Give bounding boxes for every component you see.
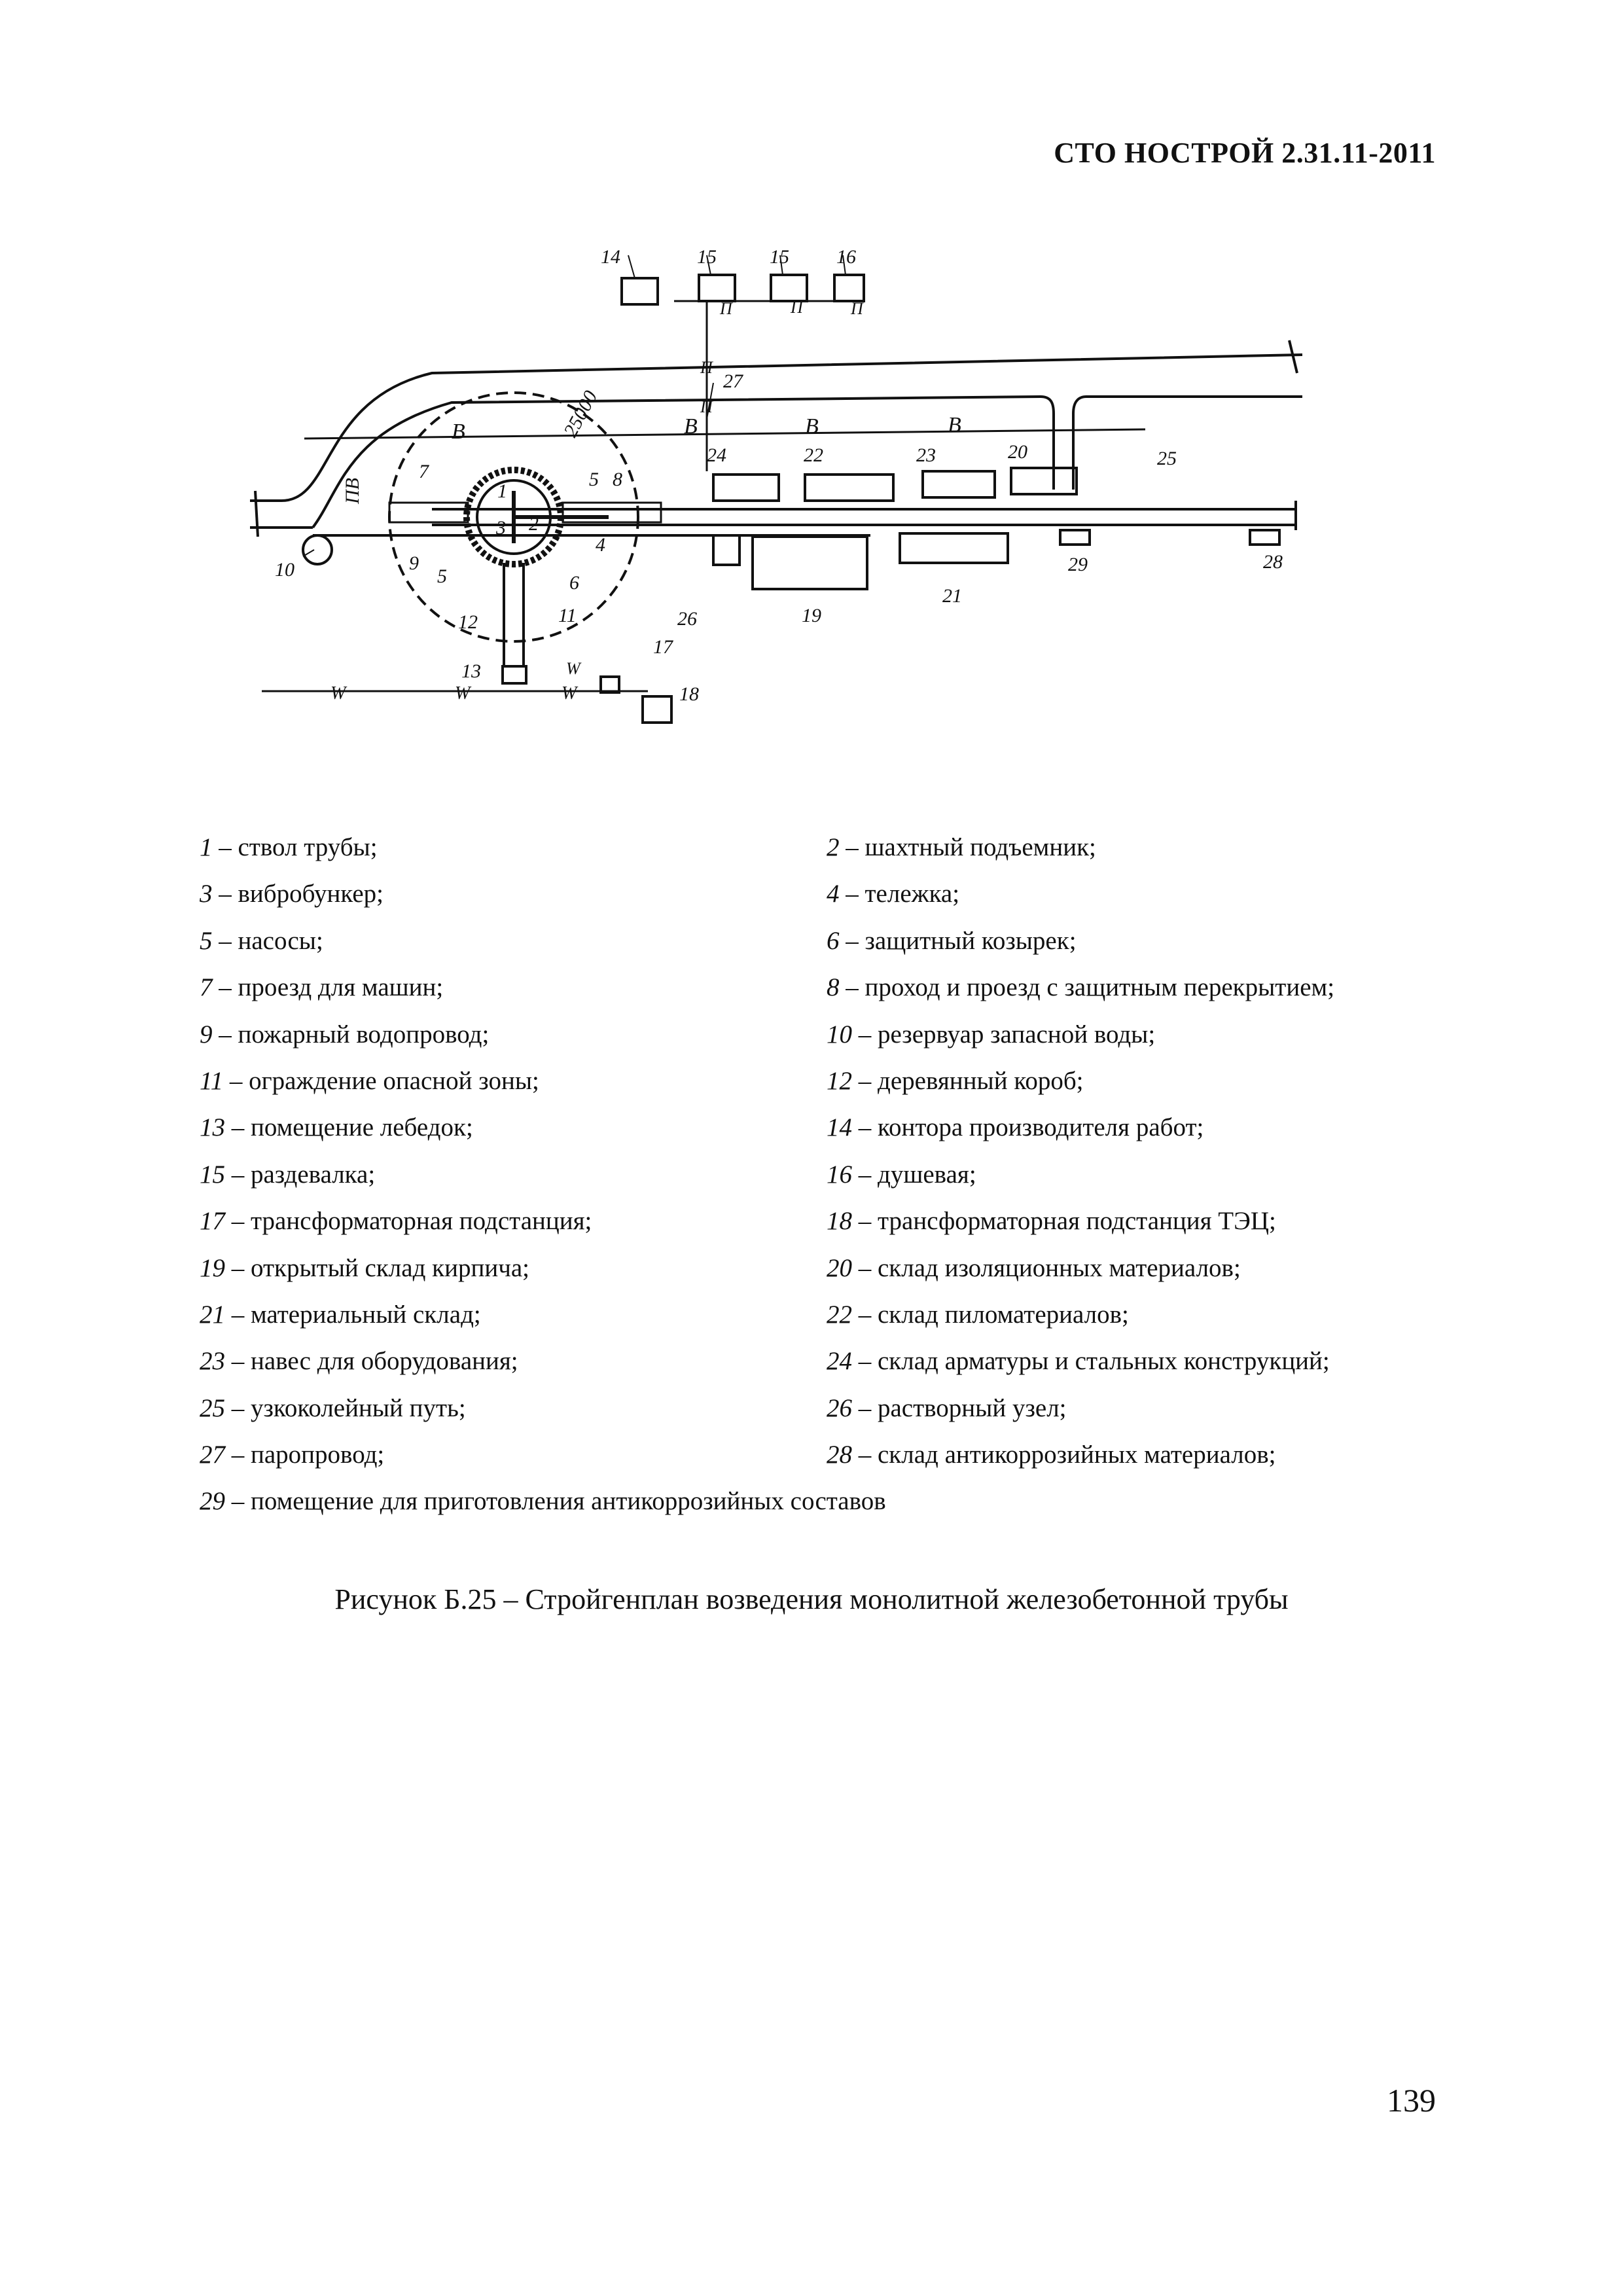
legend-item-text: – склад арматуры и стальных конструкций; — [852, 1347, 1330, 1376]
legend-item — [827, 1113, 1204, 1142]
legend-item-text: – душевая; — [852, 1160, 976, 1189]
site-plan-figure — [242, 242, 1315, 746]
legend-item-number: 24 — [827, 1347, 852, 1376]
callout-13: 13 — [461, 660, 481, 682]
water-label-2: W — [455, 683, 471, 704]
legend-item — [200, 1113, 473, 1142]
legend-item-number: 26 — [827, 1393, 852, 1422]
storage-22 — [805, 475, 893, 501]
legend-row — [200, 973, 1443, 1019]
steam-label-5: П — [851, 299, 863, 318]
legend-item-number: 8 — [827, 973, 840, 1002]
legend-item — [827, 879, 959, 908]
legend-item-text: – резервуар запасной воды; — [852, 1020, 1156, 1049]
figure-legend — [200, 833, 1443, 1534]
water-label-4: W — [566, 659, 580, 678]
legend-row — [200, 833, 1443, 879]
room-29 — [1060, 530, 1090, 545]
legend-item — [827, 1253, 1241, 1283]
callout-28: 28 — [1263, 551, 1283, 573]
document-header: СТО НОСТРОЙ 2.31.11-2011 — [1054, 137, 1436, 169]
legend-item — [200, 1440, 384, 1469]
shower-16 — [834, 275, 864, 301]
locker-room-15a — [699, 275, 735, 301]
legend-item — [200, 1486, 886, 1516]
material-warehouse-21 — [900, 533, 1008, 563]
vehicle-passage — [389, 503, 468, 522]
callout-8: 8 — [613, 469, 622, 490]
transformer-17 — [601, 677, 619, 692]
legend-item-number: 25 — [200, 1393, 225, 1422]
legend-item-text: – ствол трубы; — [212, 833, 378, 861]
road-label-b3: В — [805, 414, 819, 439]
legend-item-text: – помещение для приготовления антикоррозийных составов — [225, 1487, 886, 1516]
water-label-1: W — [330, 683, 346, 704]
legend-item-text: – склад изоляционных материалов; — [852, 1253, 1241, 1282]
legend-item-text: – контора производителя работ; — [852, 1113, 1204, 1142]
legend-item-number: 11 — [200, 1066, 224, 1095]
legend-item — [827, 1393, 1067, 1423]
road-label-b1: В — [452, 420, 465, 444]
callout-18: 18 — [679, 683, 699, 705]
road-b-line — [304, 429, 1145, 439]
callout-2: 2 — [529, 513, 539, 535]
callout-14: 14 — [601, 246, 620, 268]
callout-15a: 15 — [697, 246, 717, 268]
callout-27: 27 — [723, 370, 743, 392]
callout-20: 20 — [1008, 441, 1027, 463]
callout-9: 9 — [409, 552, 419, 574]
legend-row — [200, 1066, 1443, 1113]
figure-caption: Рисунок Б.25 – Стройгенплан возведения монолитной железобетонной трубы — [334, 1583, 1289, 1615]
water-label-3: W — [562, 683, 577, 704]
legend-item-number: 28 — [827, 1441, 852, 1469]
legend-item-number: 18 — [827, 1207, 852, 1236]
legend-item-text: – деревянный короб; — [852, 1066, 1084, 1095]
legend-item-text: – склад антикоррозийных материалов; — [852, 1441, 1276, 1469]
legend-item — [827, 1020, 1155, 1049]
steam-label-3: П — [720, 299, 732, 318]
legend-item-number: 27 — [200, 1441, 225, 1469]
callout-10: 10 — [275, 559, 294, 581]
legend-item — [827, 1300, 1129, 1329]
callout-25: 25 — [1157, 448, 1177, 469]
legend-item-number: 3 — [200, 880, 213, 908]
legend-item-number: 13 — [200, 1113, 225, 1142]
callout-5a: 5 — [589, 469, 599, 490]
legend-item-number: 6 — [827, 926, 840, 955]
legend-item-text: – трансформаторная подстанция; — [225, 1207, 592, 1236]
legend-row — [200, 1440, 1443, 1486]
storage-24 — [713, 475, 779, 501]
callout-22: 22 — [804, 444, 823, 466]
legend-item — [200, 926, 323, 956]
mortar-unit-26 — [713, 535, 740, 565]
legend-item-number: 29 — [200, 1487, 225, 1516]
legend-item-number: 20 — [827, 1253, 852, 1282]
road-right-loop — [1073, 397, 1302, 490]
legend-item — [827, 926, 1077, 956]
legend-item — [827, 1206, 1276, 1236]
legend-row — [200, 1346, 1443, 1393]
storage-23 — [923, 471, 995, 497]
legend-item-number: 5 — [200, 926, 213, 955]
legend-row — [200, 1020, 1443, 1066]
legend-item-number: 12 — [827, 1066, 852, 1095]
legend-item-number: 7 — [200, 973, 213, 1002]
callout-7: 7 — [419, 461, 429, 482]
road-label-b4: В — [948, 413, 961, 437]
legend-item-text: – проход и проезд с защитным перекрытием; — [839, 973, 1335, 1002]
callout-6: 6 — [569, 572, 579, 594]
steam-label-4: П — [791, 298, 803, 317]
legend-row — [200, 1486, 1443, 1533]
legend-row — [200, 1113, 1443, 1159]
callout-17: 17 — [653, 636, 673, 658]
callout-24: 24 — [707, 444, 726, 466]
legend-item — [827, 973, 1334, 1002]
legend-item — [200, 1346, 518, 1376]
storage-20 — [1011, 468, 1077, 494]
callout-4: 4 — [596, 534, 605, 556]
legend-item-number: 16 — [827, 1160, 852, 1189]
callout-19: 19 — [802, 605, 821, 626]
legend-item — [200, 1020, 489, 1049]
legend-item — [827, 1346, 1330, 1376]
legend-row — [200, 1393, 1443, 1440]
covered-passage — [563, 503, 661, 522]
callout-15b: 15 — [770, 246, 789, 268]
dimension-label: 25000 — [560, 387, 602, 441]
legend-item — [200, 973, 443, 1002]
road-label-pv: ПВ — [342, 478, 363, 504]
winch-room — [503, 666, 526, 683]
legend-row — [200, 879, 1443, 925]
warehouse-28 — [1250, 530, 1279, 545]
legend-item-text: – растворный узел; — [852, 1393, 1067, 1422]
callout-11: 11 — [558, 605, 577, 626]
legend-item-text: – навес для оборудования; — [225, 1347, 518, 1376]
legend-item-text: – паропровод; — [225, 1441, 385, 1469]
legend-item-text: – проезд для машин; — [212, 973, 444, 1002]
page-number: 139 — [1387, 2082, 1436, 2119]
legend-item-text: – материальный склад; — [225, 1300, 481, 1329]
legend-item-text: – ограждение опасной зоны; — [223, 1066, 539, 1095]
legend-item-text: – шахтный подъемник; — [839, 833, 1096, 861]
callout-16: 16 — [836, 246, 856, 268]
legend-item — [200, 879, 383, 908]
road-outer — [250, 355, 1302, 501]
legend-item-text: – защитный козырек; — [839, 926, 1077, 955]
legend-item — [200, 1253, 529, 1283]
legend-item-number: 15 — [200, 1160, 225, 1189]
callout-23: 23 — [916, 444, 936, 466]
callout-21: 21 — [942, 585, 962, 607]
reserve-water-tank — [303, 535, 332, 564]
brick-yard-19 — [753, 537, 867, 589]
callout-29: 29 — [1068, 554, 1088, 575]
transformer-18 — [643, 696, 671, 723]
callout-1: 1 — [497, 480, 507, 502]
legend-item-text: – вибробункер; — [212, 880, 383, 908]
legend-item-text: – пожарный водопровод; — [212, 1020, 490, 1049]
legend-item — [827, 833, 1096, 862]
legend-item — [200, 833, 378, 862]
legend-item-text: – раздевалка; — [225, 1160, 376, 1189]
legend-item-number: 10 — [827, 1020, 852, 1049]
legend-item-number: 19 — [200, 1253, 225, 1282]
legend-row — [200, 1206, 1443, 1253]
legend-item — [200, 1160, 375, 1189]
callout-26: 26 — [677, 608, 697, 630]
legend-item — [200, 1300, 481, 1329]
legend-row — [200, 1160, 1443, 1206]
legend-item-text: – узкоколейный путь; — [225, 1393, 466, 1422]
road-label-b2: В — [684, 414, 698, 439]
legend-item — [827, 1440, 1275, 1469]
legend-item-number: 22 — [827, 1300, 852, 1329]
legend-item — [827, 1160, 976, 1189]
legend-row — [200, 1300, 1443, 1346]
legend-item-text: – тележка; — [839, 880, 960, 908]
legend-item-number: 4 — [827, 880, 840, 908]
callout-5b: 5 — [437, 565, 447, 587]
legend-item-text: – трансформаторная подстанция ТЭЦ; — [852, 1207, 1276, 1236]
callout-3: 3 — [496, 517, 506, 539]
legend-row — [200, 926, 1443, 973]
locker-room-15b — [771, 275, 807, 301]
legend-item-number: 17 — [200, 1207, 225, 1236]
legend-item — [827, 1066, 1084, 1096]
legend-item-text: – открытый склад кирпича; — [225, 1253, 529, 1282]
legend-item-text: – склад пиломатериалов; — [852, 1300, 1129, 1329]
legend-item-number: 1 — [200, 833, 213, 861]
legend-item-number: 14 — [827, 1113, 852, 1142]
legend-item-text: – насосы; — [212, 926, 323, 955]
legend-item-number: 21 — [200, 1300, 225, 1329]
legend-item-text: – помещение лебедок; — [225, 1113, 473, 1142]
legend-item — [200, 1393, 466, 1423]
legend-item-number: 9 — [200, 1020, 213, 1049]
steam-label-1: П — [700, 358, 713, 377]
legend-item — [200, 1066, 539, 1096]
legend-item — [200, 1206, 592, 1236]
steam-label-2: П — [700, 397, 713, 416]
office-building-14 — [622, 278, 658, 304]
site-plan-drawing — [242, 242, 1315, 746]
legend-item-number: 23 — [200, 1347, 225, 1376]
legend-row — [200, 1253, 1443, 1300]
legend-item-number: 2 — [827, 833, 840, 861]
callout-12: 12 — [458, 611, 478, 633]
